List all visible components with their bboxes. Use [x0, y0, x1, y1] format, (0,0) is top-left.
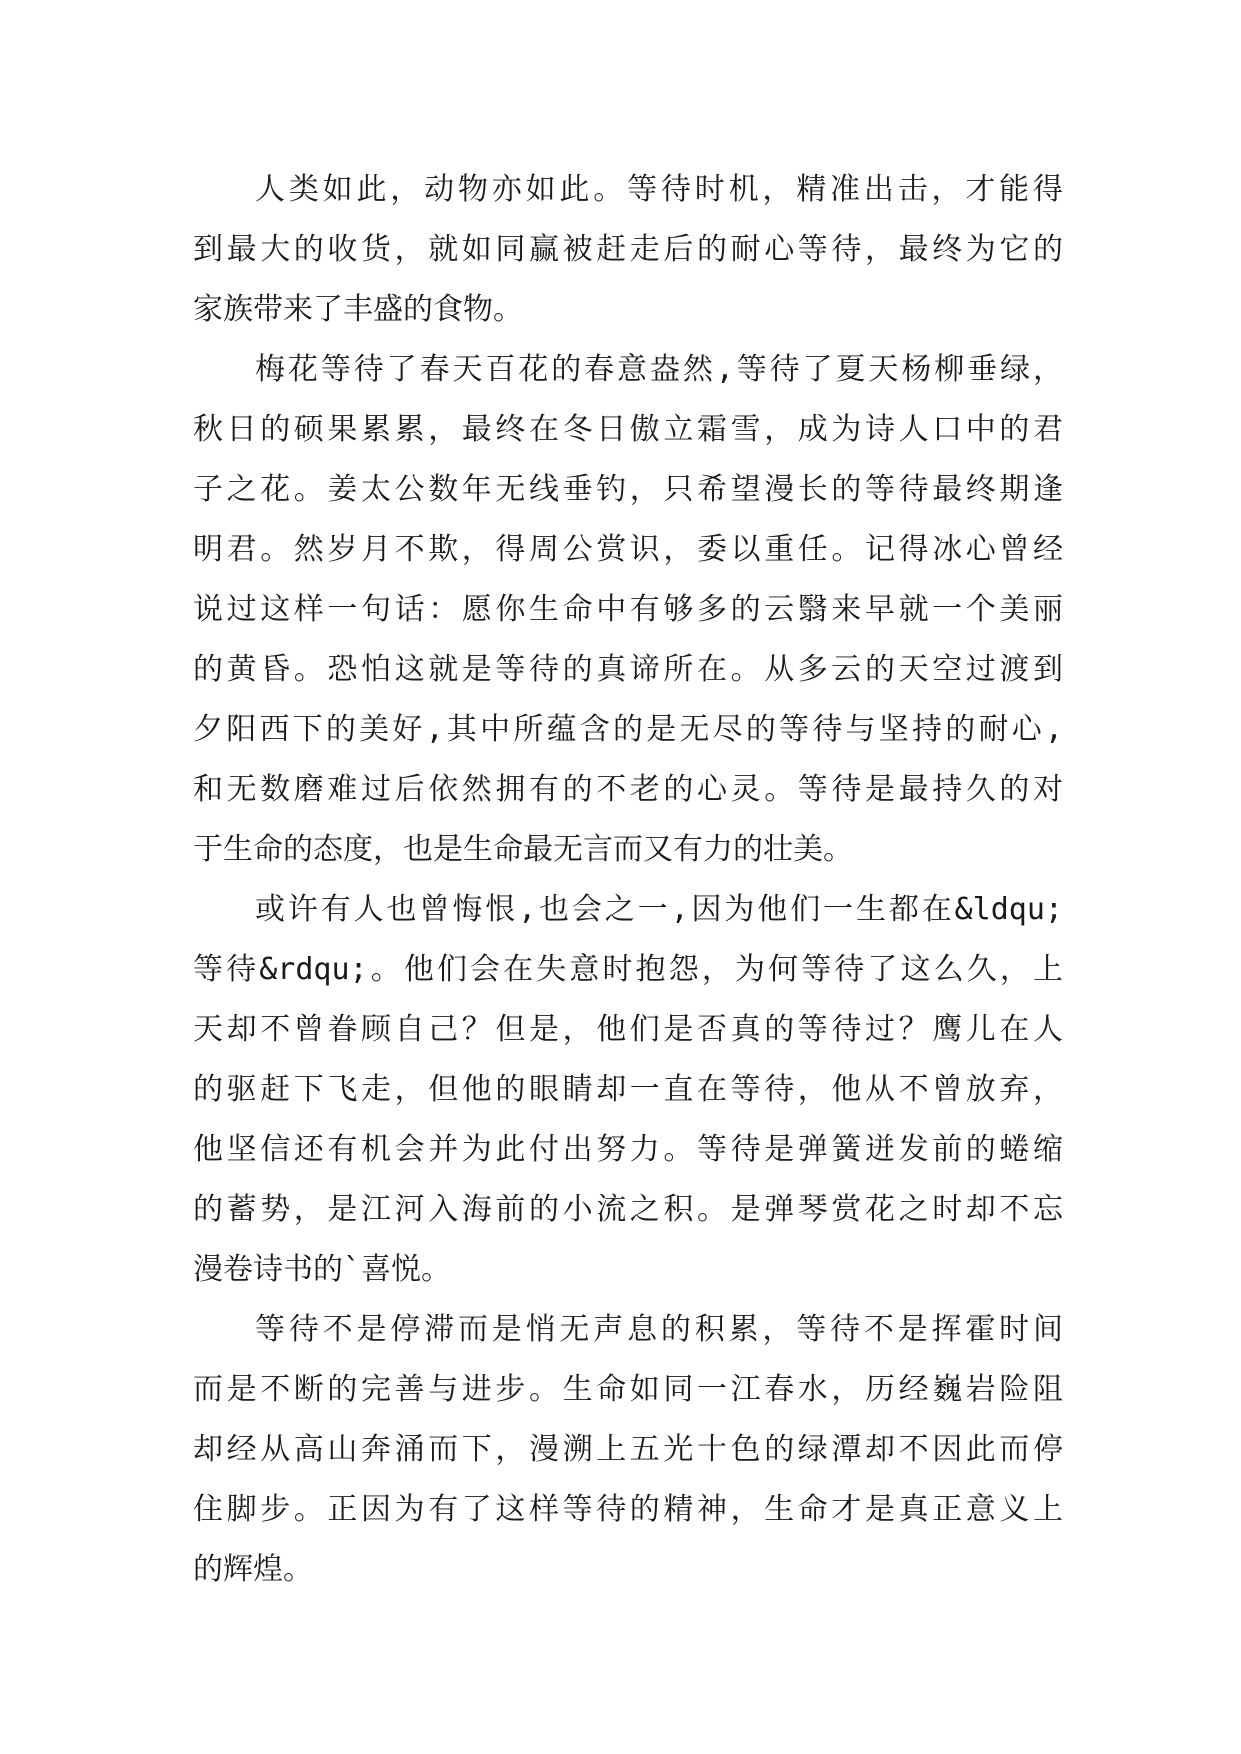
- paragraph-line: 家族带来了丰盛的食物。: [193, 292, 523, 327]
- paragraph-line: 夕阳西下的美好,其中所蕴含的是无尽的等待与坚持的耐心,: [193, 712, 1063, 747]
- paragraph-1: [193, 160, 1063, 340]
- paragraph-line: 子之花。姜太公数年无线垂钓，只希望漫长的等待最终期逢: [193, 472, 1063, 507]
- paragraph-line: 到最大的收货，就如同赢被赶走后的耐心等待，最终为它的: [193, 232, 1063, 267]
- paragraph-4: [193, 1300, 1063, 1600]
- paragraph-line: 明君。然岁月不欺，得周公赏识，委以重任。记得冰心曾经: [193, 532, 1063, 567]
- paragraph-line: 人类如此，动物亦如此。等待时机，精准出击，才能得: [255, 172, 1063, 207]
- paragraph-line: 他坚信还有机会并为此付出努力。等待是弹簧迸发前的蜷缩: [193, 1132, 1063, 1167]
- paragraph-line: 秋日的硕果累累，最终在冬日傲立霜雪，成为诗人口中的君: [193, 412, 1063, 447]
- paragraph-line: 的黄昏。恐怕这就是等待的真谛所在。从多云的天空过渡到: [193, 652, 1063, 687]
- paragraph-line: 和无数磨难过后依然拥有的不老的心灵。等待是最持久的对: [193, 772, 1063, 807]
- paragraph-line: 或许有人也曾悔恨,也会之一,因为他们一生都在&ldqu;: [255, 892, 1063, 927]
- paragraph-line: 等待不是停滞而是悄无声息的积累，等待不是挥霍时间: [255, 1312, 1063, 1347]
- paragraph-line: 说过这样一句话：愿你生命中有够多的云翳来早就一个美丽: [193, 592, 1063, 627]
- paragraph-line: 等待&rdqu;。他们会在失意时抱怨，为何等待了这么久，上: [193, 952, 1063, 987]
- paragraph-line: 住脚步。正因为有了这样等待的精神，生命才是真正意义上: [193, 1492, 1063, 1527]
- paragraph-line: 于生命的态度，也是生命最无言而又有力的壮美。: [193, 832, 853, 867]
- paragraph-line: 漫卷诗书的`喜悦。: [193, 1252, 452, 1287]
- essay-body: [193, 160, 1063, 1600]
- paragraph-2: [193, 340, 1063, 880]
- paragraph-line: 梅花等待了春天百花的春意盎然,等待了夏天杨柳垂绿，: [255, 352, 1063, 387]
- paragraph-line: 的驱赶下飞走，但他的眼睛却一直在等待，他从不曾放弃，: [193, 1072, 1063, 1107]
- paragraph-line: 而是不断的完善与进步。生命如同一江春水，历经巍岩险阻: [193, 1372, 1063, 1407]
- paragraph-line: 的蓄势，是江河入海前的小流之积。是弹琴赏花之时却不忘: [193, 1192, 1063, 1227]
- paragraph-line: 天却不曾眷顾自己？但是，他们是否真的等待过？鹰儿在人: [193, 1012, 1063, 1047]
- paragraph-3: [193, 880, 1063, 1300]
- paragraph-line: 的辉煌。: [193, 1552, 313, 1587]
- paragraph-line: 却经从高山奔涌而下，漫溯上五光十色的绿潭却不因此而停: [193, 1432, 1063, 1467]
